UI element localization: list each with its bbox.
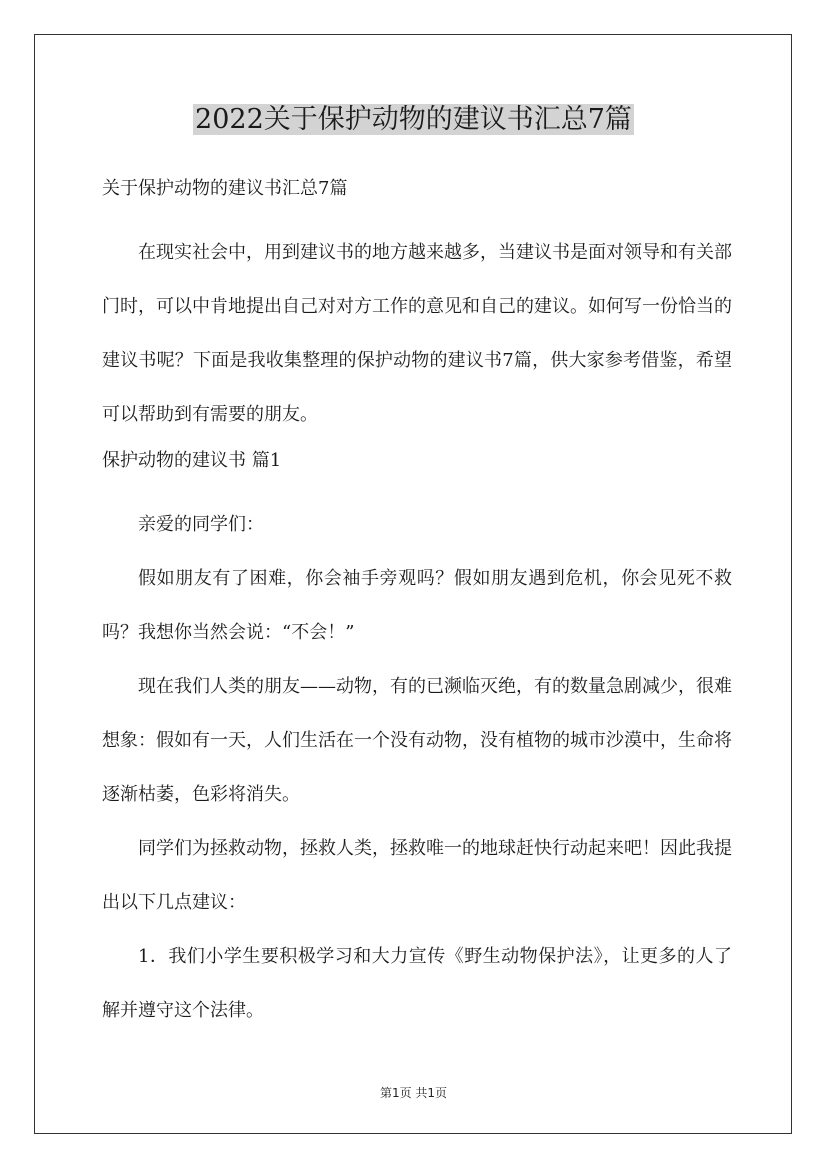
document-title-text: 2022关于保护动物的建议书汇总7篇 <box>195 104 632 135</box>
section-heading: 保护动物的建议书 篇1 <box>102 450 282 471</box>
document-title <box>0 100 827 140</box>
salutation: 亲爱的同学们： <box>138 514 264 535</box>
document-subtitle: 关于保护动物的建议书汇总7篇 <box>102 178 348 199</box>
body-paragraph-3: 同学们为拯救动物，拯救人类，拯救唯一的地球赶快行动起来吧！因此我提出以下几点建议： <box>102 838 732 913</box>
document-body <box>102 174 732 1038</box>
page-number-footer: 第1页 共1页 <box>379 1086 448 1100</box>
body-paragraph-4: 1．我们小学生要积极学习和大力宣传《野生动物保护法》，让更多的人了解并遵守这个法律。 <box>102 946 732 1021</box>
intro-paragraph: 在现实社会中，用到建议书的地方越来越多，当建议书是面对领导和有关部门时，可以中肯地提出自己对对方工作的意见和自己的建议。如何写一份恰当的建议书呢？下面是我收集整理的保护动物的建议书7篇，供大家参考借鉴，希望可以帮助到有需要的朋友。 <box>102 242 732 425</box>
body-paragraph-1: 假如朋友有了困难，你会袖手旁观吗？假如朋友遇到危机，你会见死不救吗？我想你当然会说：“不会！” <box>102 568 732 643</box>
body-paragraph-2: 现在我们人类的朋友——动物，有的已濒临灭绝，有的数量急剧减少，很难想象：假如有一天，人们生活在一个没有动物，没有植物的城市沙漠中，生命将逐渐枯萎，色彩将消失。 <box>102 676 732 805</box>
